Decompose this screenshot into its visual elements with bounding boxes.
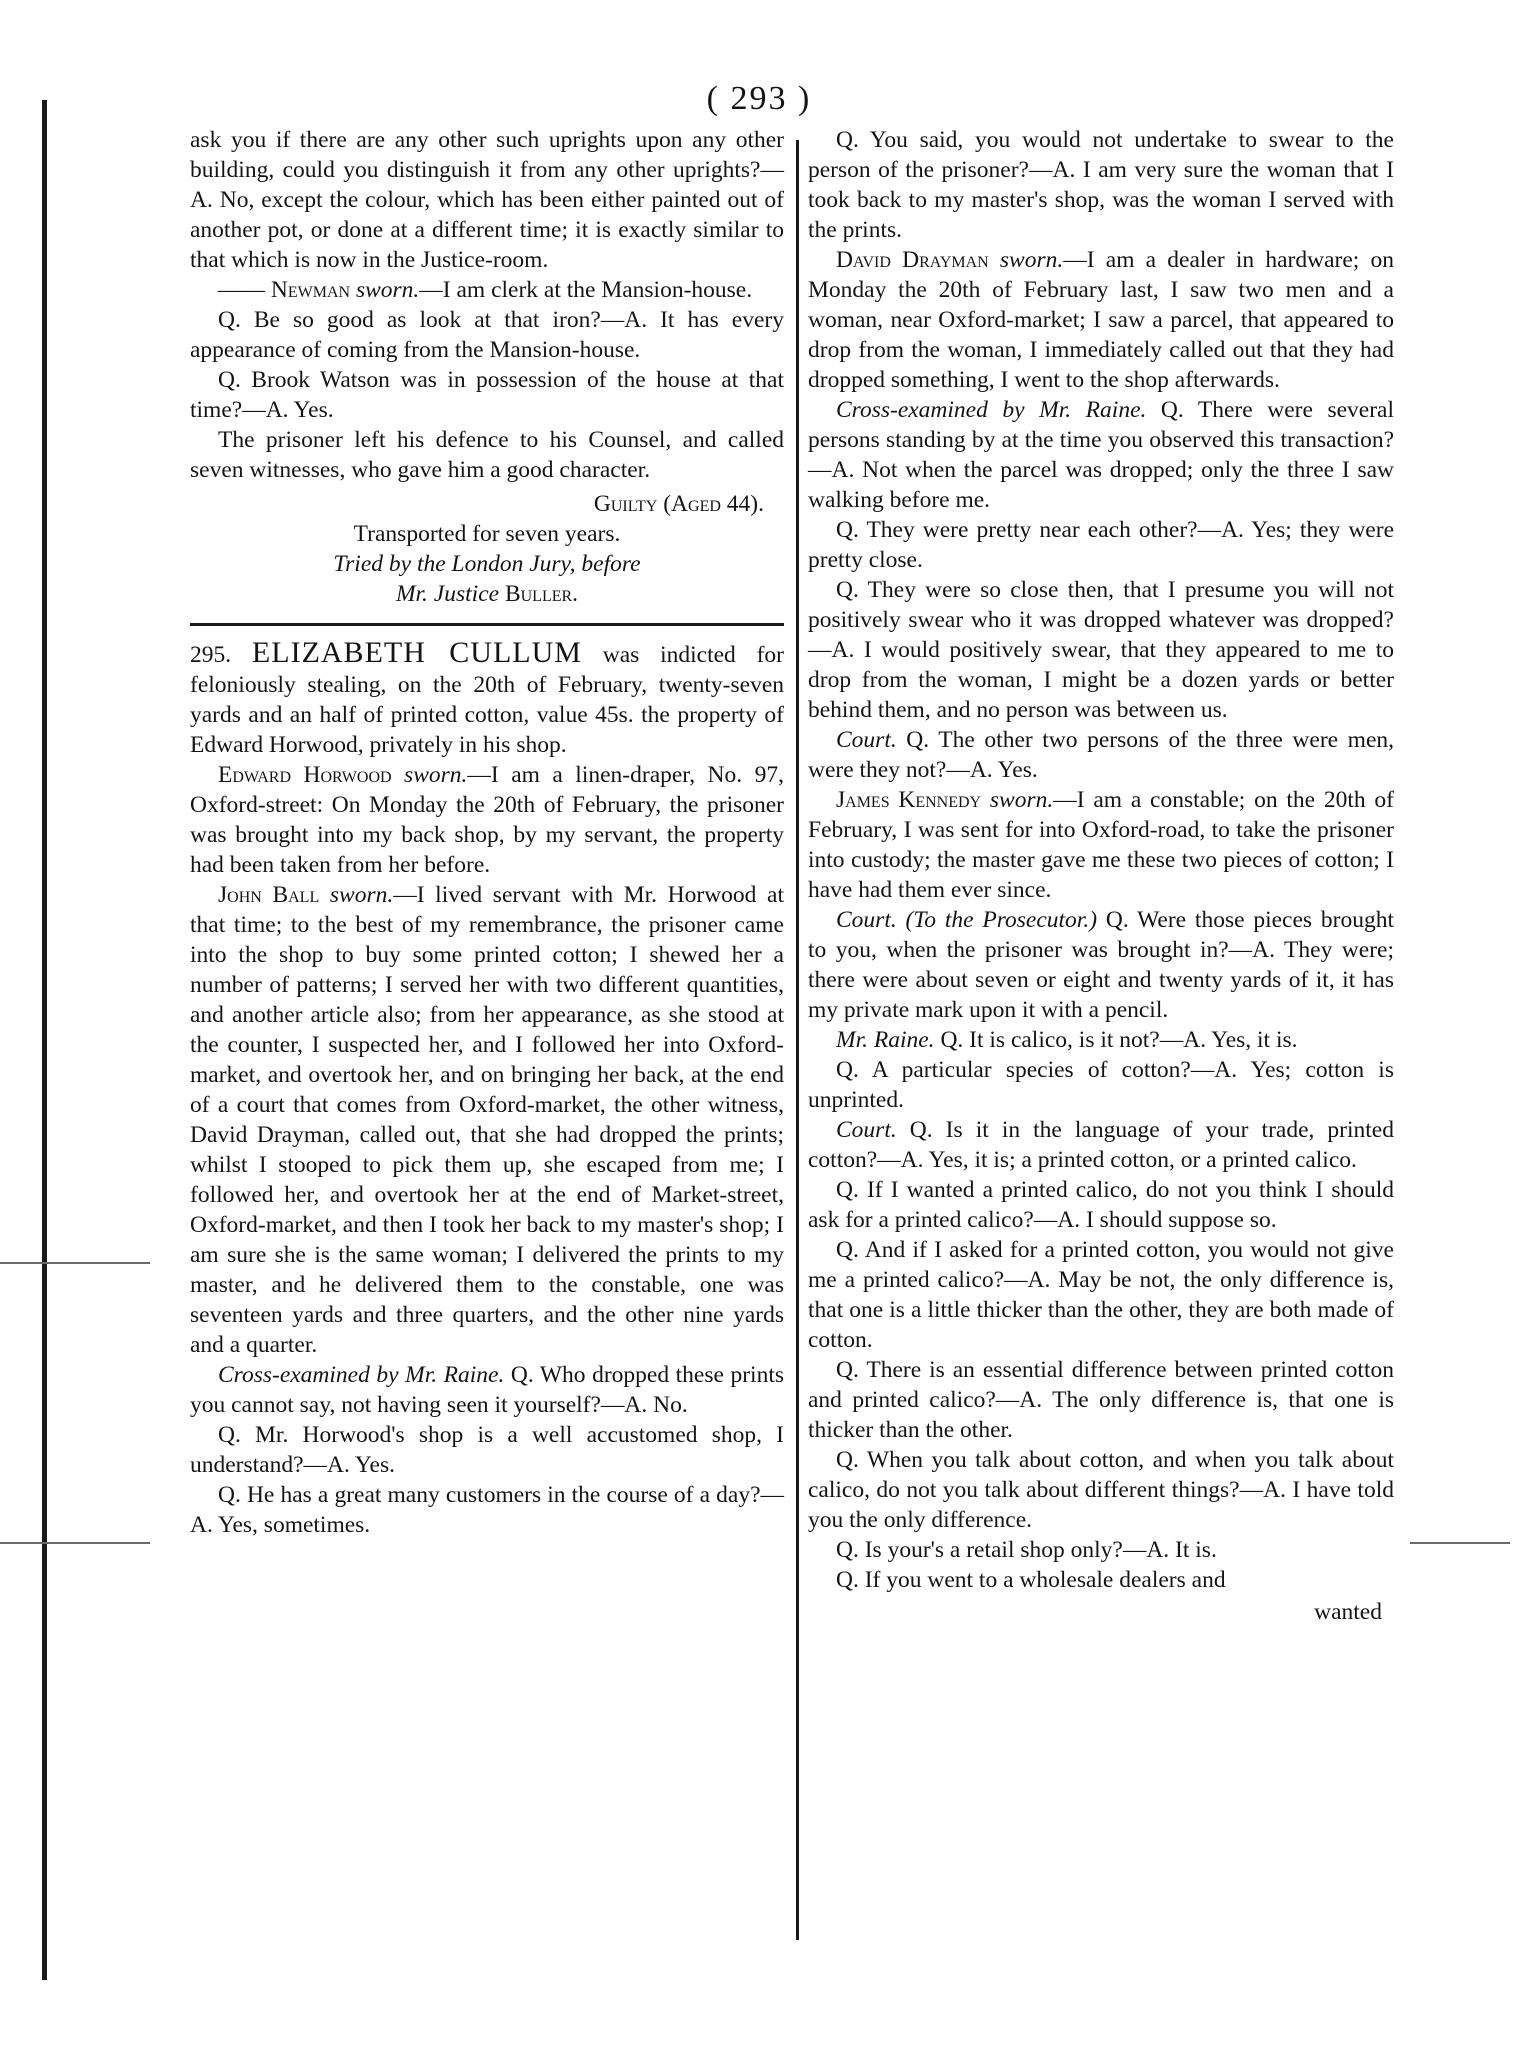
sworn-label: sworn. [391, 762, 468, 788]
paragraph-drayman [808, 245, 1394, 395]
paragraph-court-prosecutor [808, 905, 1394, 1025]
page-number: ( 293 ) [706, 80, 812, 117]
justice-line [190, 579, 784, 609]
paragraph-question-close: Q. They were so close then, that I presume you will not positively swear who it was dropped whatever was dropped?—A. I would positively swear, that they appeared to me to drop from the woman, I might be a dozen yards or better behind them, and no person was between us. [808, 577, 1394, 723]
paragraph-question-iron: Q. Be so good as look at that iron?—A. It has every appearance of coming from the Mansion-house. [190, 307, 784, 363]
paragraph-question-swear: Q. You said, you would not undertake to swear to the person of the prisoner?—A. I am very sure the woman that I took back to my master's shop, was the woman I served with the prints. [808, 127, 1394, 243]
paragraph-question-asked: Q. And if I asked for a printed cotton, you would not give me a printed calico?—A. May be not, the only difference is, that one is a little thicker than the other, they are both made of cotton. [808, 1237, 1394, 1353]
paragraph-question-shop: Q. Mr. Horwood's shop is a well accustomed shop, I understand?—A. Yes. [190, 1422, 784, 1478]
testimony: —I am a linen-draper, No. 97, Oxford-street: On Monday the 20th of February, the prisoner was brought into my back shop, by my servant, the property had been taken from her before. [190, 762, 784, 878]
testimony: Q. Were those pieces brought to you, when the prisoner was brought in?—A. They were; there were about seven or eight and twenty yards of it, it has my private mark upon it with a pencil. [808, 907, 1394, 1023]
page-edge-rule [42, 100, 47, 1980]
indictment: was indicted for feloniously stealing, on the 20th of February, twenty-seven yards and an half of printed cotton, value 45s. the property of Edward Horwood, privately in his shop. [190, 642, 784, 758]
paragraph-raine [808, 1025, 1394, 1055]
testimony: Q. Is it in the language of your trade, printed cotton?—A. Yes, it is; a printed cotton, or a printed calico. [808, 1117, 1394, 1173]
left-column [190, 125, 784, 1540]
testimony: Q. It is calico, is it not?—A. Yes, it is. [934, 1027, 1298, 1053]
paragraph-question-species: Q. A particular species of cotton?—A. Yes; cotton is unprinted. [808, 1057, 1394, 1113]
right-column [808, 125, 1394, 1627]
margin-tick [0, 1262, 150, 1264]
paragraph-cross-examination [190, 1360, 784, 1420]
sworn-label: sworn. [981, 787, 1054, 813]
counsel-label: Mr. Raine. [836, 1027, 935, 1053]
cross-label: Cross-examined by Mr. Raine. [218, 1362, 505, 1388]
margin-tick [0, 1542, 150, 1544]
paragraph-continuation: ask you if there are any other such uprights upon any other building, could you distinguish it from any other uprights?—A. No, except the colour, which has been either painted out of another pot, or done at a different time; it is exactly similar to that which is now in the Justice-room. [190, 127, 784, 273]
witness-name: Edward Horwood [218, 762, 392, 788]
justice-name: Buller. [504, 581, 579, 607]
tried-by: Tried by the London Jury, before [333, 551, 641, 577]
cross-label: Cross-examined by Mr. Raine. [836, 397, 1147, 423]
testimony: —I am clerk at the Mansion-house. [419, 277, 753, 303]
case-heading [190, 638, 784, 760]
justice-title: Mr. Justice [395, 581, 500, 607]
verdict: Guilty (Aged 44). [593, 491, 764, 517]
margin-tick [1410, 1542, 1510, 1544]
paragraph-question-watson: Q. Brook Watson was in possession of the house at that time?—A. Yes. [190, 367, 784, 423]
paragraph-question-customers: Q. He has a great many customers in the course of a day?—A. Yes, sometimes. [190, 1482, 784, 1538]
defendant-name: ELIZABETH CULLUM [251, 636, 582, 669]
paragraph-court-trade [808, 1115, 1394, 1175]
paragraph-question-essential: Q. There is an essential difference between printed cotton and printed calico?—A. The only difference is, that one is thicker than the other. [808, 1357, 1394, 1443]
paragraph-horwood [190, 760, 784, 880]
sworn-label: sworn. [319, 882, 394, 908]
paragraph-cross-examination [808, 395, 1394, 515]
paragraph-ball [190, 880, 784, 1360]
paragraph-kennedy [808, 785, 1394, 905]
sentence: Transported for seven years. [353, 521, 621, 547]
testimony: —I am a constable; on the 20th of February, I was sent for into Oxford-road, to take the prisoner into custody; the master gave me these two pieces of cotton; I have had them ever since. [808, 787, 1394, 903]
case-number: 295. [190, 642, 232, 668]
court-label: Court. [836, 727, 897, 753]
court-label: Court. [836, 1117, 897, 1143]
testimony: —I am a dealer in hardware; on Monday the 20th of February last, I saw two men and a woman, near Oxford-market; I saw a parcel, that appeared to drop from the woman, I immediately called out that they had dropped something, I went to the shop afterwards. [808, 247, 1394, 393]
paragraph-question-talk: Q. When you talk about cotton, and when you talk about calico, do not you talk about different things?—A. I have told you the only difference. [808, 1447, 1394, 1533]
testimony: Q. Who dropped these prints you cannot say, not having seen it yourself?—A. No. [190, 1362, 784, 1418]
paragraph-question-wholesale: Q. If you went to a wholesale dealers and [836, 1567, 1226, 1593]
paragraph-question-wanted: Q. If I wanted a printed calico, do not you think I should ask for a printed calico?—A. I should suppose so. [808, 1177, 1394, 1233]
paragraph-question-near: Q. They were pretty near each other?—A. Yes; they were pretty close. [808, 517, 1394, 573]
paragraph-defence: The prisoner left his defence to his Counsel, and called seven witnesses, who gave him a good character. [190, 427, 784, 483]
witness-name: David Drayman [836, 247, 989, 273]
sworn-label: sworn. [988, 247, 1064, 273]
column-divider [796, 140, 799, 1940]
paragraph-court [808, 725, 1394, 785]
testimony: —I lived servant with Mr. Horwood at that time; to the best of my remembrance, the prisoner came into the shop to buy some printed cotton; I shewed her a number of patterns; I served her with two different quantities, and another article also; from her appearance, as she stood at the counter, I suspected her, and I followed her into Oxford-market, and overtook her, and on bringing her back, at the end of a court that comes from Oxford-market, the other witness, David Drayman, called out, that she had dropped the prints; whilst I stooped to pick them up, she escaped from me; I followed her, and overtook her at the end of Market-street, Oxford-market, and then I took her back to my master's shop; I am sure she is the same woman; I delivered the prints to my master, and he delivered them to the constable, one was seventeen yards and three quarters, and the other nine yards and a quarter. [190, 882, 785, 1358]
catchword: wanted [1314, 1599, 1382, 1625]
witness-name: John Ball [218, 882, 320, 908]
sworn-label: sworn. [350, 277, 420, 303]
case-separator [190, 623, 784, 626]
witness-name: —— Newman [218, 277, 351, 303]
paragraph-newman [190, 275, 784, 305]
paragraph-question-retail: Q. Is your's a retail shop only?—A. It is. [836, 1537, 1217, 1563]
court-label: Court. (To the Prosecutor.) [836, 907, 1098, 933]
testimony: Q. There were several persons standing by at the time you observed this transaction?—A. Not when the parcel was dropped; only the three I saw walking before me. [808, 397, 1394, 513]
witness-name: James Kennedy [836, 787, 982, 813]
testimony: Q. The other two persons of the three were men, were they not?—A. Yes. [808, 727, 1394, 783]
